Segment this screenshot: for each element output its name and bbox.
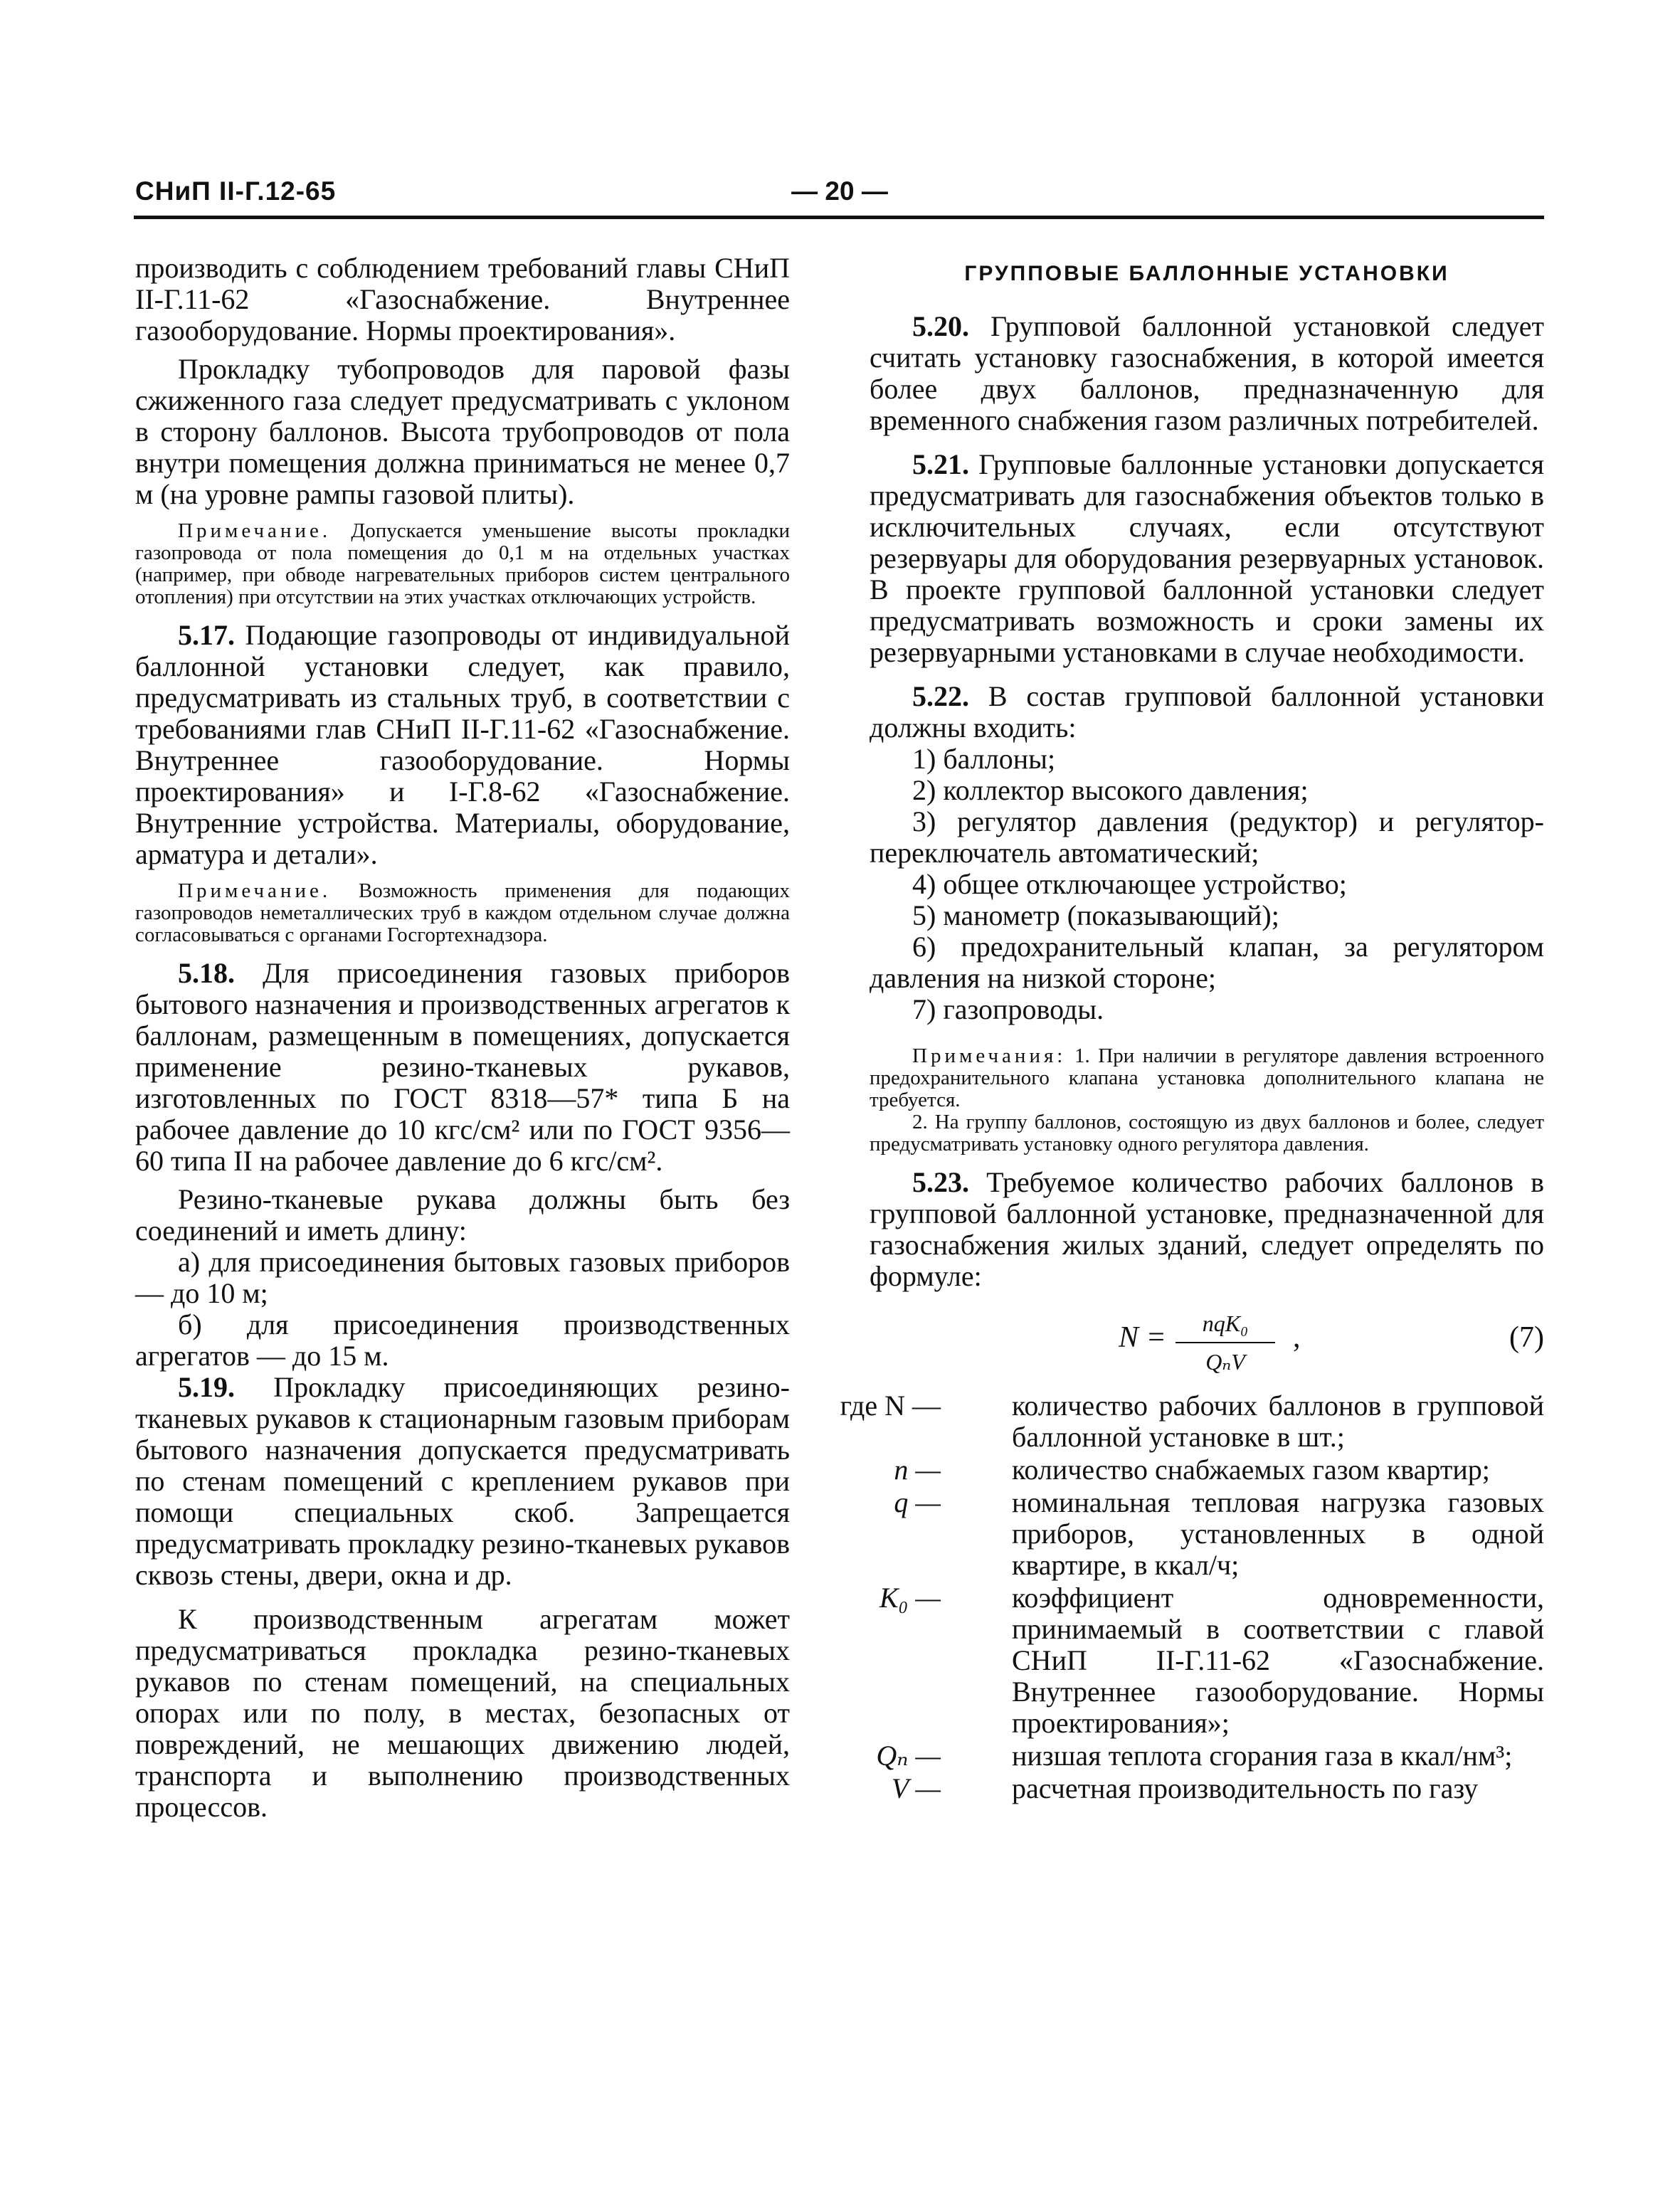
formula-fraction bbox=[1176, 1308, 1275, 1377]
clause-5-22 bbox=[870, 681, 1544, 744]
list-item: 5) манометр (показывающий); bbox=[912, 899, 1279, 931]
note-label: Примечание. bbox=[178, 879, 332, 902]
formula-number: (7) bbox=[1509, 1321, 1544, 1354]
definition-text: коэффициент одновременности, принимаемый в соответствии с главой СНиП II-Г.11-62 «Газоснабжение. Внутреннее газооборудование. Нормы проектирования»; bbox=[1012, 1582, 1544, 1739]
definition-symbol: q — bbox=[894, 1486, 941, 1518]
notes-block bbox=[870, 1045, 1544, 1155]
note-nonmetal-pipes bbox=[135, 880, 790, 946]
definition-text: количество рабочих баллонов в групповой баллонной установке в шт.; bbox=[1012, 1390, 1544, 1453]
clause-5-23 bbox=[870, 1167, 1544, 1292]
clause-number: 5.23. bbox=[912, 1166, 969, 1198]
definition-symbol: n — bbox=[894, 1454, 941, 1486]
definition-symbol: K₀ — bbox=[879, 1582, 941, 1614]
clause-number: 5.17. bbox=[178, 619, 235, 651]
clause-number: 5.22. bbox=[912, 680, 969, 712]
clause-5-18 bbox=[135, 958, 790, 1177]
section-title: ГРУППОВЫЕ БАЛЛОННЫЕ УСТАНОВКИ bbox=[964, 262, 1449, 285]
list-item-b: б) для присоединения производственных агрегатов — до 15 м. bbox=[135, 1308, 790, 1372]
formula-definitions bbox=[840, 1390, 1544, 1804]
list-item-a: а) для присоединения бытовых газовых приборов — до 10 м; bbox=[135, 1246, 790, 1309]
definition-symbol: где N — bbox=[840, 1390, 941, 1422]
definition-item bbox=[870, 1773, 1544, 1804]
list-item: 1) баллоны; bbox=[912, 743, 1056, 775]
clause-number: 5.19. bbox=[178, 1371, 235, 1403]
note-first bbox=[870, 1045, 1544, 1111]
paragraph-continuation: производить с соблюдением требований главы СНиП II-Г.11-62 «Газоснабжение. Внутреннее газооборудование. Нормы проектирования». bbox=[135, 252, 790, 346]
header-rule bbox=[134, 216, 1544, 219]
definition-text: расчетная производительность по газу bbox=[1012, 1772, 1479, 1804]
note-label: Примечание. bbox=[178, 519, 332, 542]
clause-text: Подающие газопроводы от индивидуальной баллонной установки следует, как правило, предусматривать из стальных труб, в соответствии с требованиями глав СНиП II-Г.11-62 «Газоснабжение. Внутреннее газооборудование. Нормы проектирования» и I-Г.8-62 «Газоснабжение. Внутренние устройства. Материалы, оборудование, арматура и детали». bbox=[135, 619, 791, 870]
clause-number: 5.21. bbox=[912, 448, 969, 480]
definition-item bbox=[870, 1487, 1544, 1581]
clause-text: Требуемое количество рабочих баллонов в групповой баллонной установке, предназначенной для газоснабжения жилых зданий, следует определять по формуле: bbox=[870, 1166, 1544, 1292]
formula-comma: , bbox=[1293, 1321, 1301, 1354]
formula-numerator: nqK₀ bbox=[1176, 1308, 1275, 1343]
clause-text: Групповой баллонной установкой следует считать установку газоснабжения, в которой имеется более двух баллонов, предназначенную для временного снабжения газом различных потребителей. bbox=[870, 310, 1544, 436]
document-code: СНиП II-Г.12-65 bbox=[135, 176, 337, 206]
formula-7 bbox=[870, 1303, 1544, 1382]
note-text: 1. При наличии в регуляторе давления встроенного предохранительного клапана установка дополнительного клапана не требуется. bbox=[870, 1044, 1545, 1111]
clause-text: Для присоединения газовых приборов бытового назначения и производственных агрегатов к баллонам, размещенным в помещениях, допускается применение резино-тканевых рукавов, изготовленных по ГОСТ 8318—57* типа Б на рабочее давление до 10 кгс/см² или по ГОСТ 9356—60 типа II на рабочее давление до 6 кгс/см². bbox=[135, 957, 791, 1177]
list-item: 3) регулятор давления (редуктор) и регулятор-переключатель автоматический; bbox=[870, 805, 1544, 869]
note-text: Допускается уменьшение высоты прокладки газопровода от пола помещения до 0,1 м на отдельных участках (например, при обводе нагревательных приборов систем центрального отопления) при отсутствии на этих участках отключающих устройств. bbox=[135, 519, 790, 608]
definition-text: номинальная тепловая нагрузка газовых приборов, установленных в одной квартире, в ккал/ч; bbox=[1012, 1486, 1544, 1581]
clause-5-21 bbox=[870, 449, 1544, 668]
clause-text: Групповые баллонные установки допускается предусматривать для газоснабжения объектов только в исключительных случаях, если отсутствуют резервуары для оборудования резервуарных установок. В проекте групповой баллонной установки следует предусматривать возможность и сроки замены их резервуарными установками в случае необходимости. bbox=[870, 448, 1544, 668]
definition-item bbox=[840, 1390, 1544, 1453]
list-item: 2) коллектор высокого давления; bbox=[912, 774, 1309, 806]
definition-symbol: Qₙ — bbox=[876, 1740, 941, 1772]
clause-number: 5.18. bbox=[178, 957, 235, 989]
clause-5-17 bbox=[135, 620, 790, 870]
right-column bbox=[840, 253, 1545, 1806]
note-height-reduction bbox=[135, 520, 790, 608]
notes-label: Примечания: bbox=[912, 1044, 1067, 1067]
left-column bbox=[135, 253, 790, 1823]
components-list bbox=[870, 744, 1544, 1025]
clause-text: В состав групповой баллонной установки должны входить: bbox=[870, 680, 1544, 744]
clause-5-19 bbox=[135, 1372, 790, 1591]
note-text: Возможность применения для подающих газопроводов неметаллических труб в каждом отдельном случае должна согласовываться с органами Госгортехнадзора. bbox=[135, 879, 790, 946]
clause-number: 5.20. bbox=[912, 310, 969, 342]
list-item: 7) газопроводы. bbox=[912, 993, 1104, 1025]
definition-item bbox=[870, 1582, 1544, 1739]
definition-item bbox=[870, 1454, 1544, 1486]
paragraph-hose-length: Резино-тканевые рукава должны быть без соединений и иметь длину: bbox=[135, 1183, 790, 1247]
definition-text: низшая теплота сгорания газа в ккал/нм³; bbox=[1012, 1740, 1513, 1772]
paragraph-pipe-slope: Прокладку тубопроводов для паровой фазы сжиженного газа следует предусматривать с уклоном в сторону баллонов. Высота трубопроводов от пола внутри помещения должна приниматься не менее 0,7 м (на уровне рампы газовой плиты). bbox=[135, 353, 790, 510]
formula-denominator: QₙV bbox=[1205, 1349, 1245, 1375]
paragraph-industrial-units: К производственным агрегатам может предусматриваться прокладка резино-тканевых рукавов по стенам помещений, на специальных опорах или по полу, в местах, безопасных от повреждений, не мешающих движению людей, транспорта и выполнению производственных процессов. bbox=[135, 1603, 790, 1823]
page-number: — 20 — bbox=[791, 176, 888, 206]
clause-text: Прокладку присоединяющих резино-тканевых рукавов к стационарным газовым приборам бытового назначения допускается предусматривать по стенам помещений с креплением рукавов при помощи специальных скоб. Запрещается предусматривать прокладку резино-тканевых рукавов сквозь стены, двери, окна и др. bbox=[135, 1371, 790, 1591]
definition-symbol: V — bbox=[891, 1772, 941, 1804]
list-item: 6) предохранительный клапан, за регулятором давления на низкой стороне; bbox=[870, 931, 1544, 994]
formula-lhs: N = bbox=[1119, 1321, 1166, 1354]
definition-text: количество снабжаемых газом квартир; bbox=[1012, 1454, 1490, 1486]
note-second: 2. На группу баллонов, состоящую из двух баллонов и более, следует предусматривать установку одного регулятора давления. bbox=[870, 1111, 1544, 1155]
definition-item bbox=[870, 1740, 1544, 1772]
clause-5-20 bbox=[870, 311, 1544, 436]
list-item: 4) общее отключающее устройство; bbox=[912, 868, 1347, 900]
